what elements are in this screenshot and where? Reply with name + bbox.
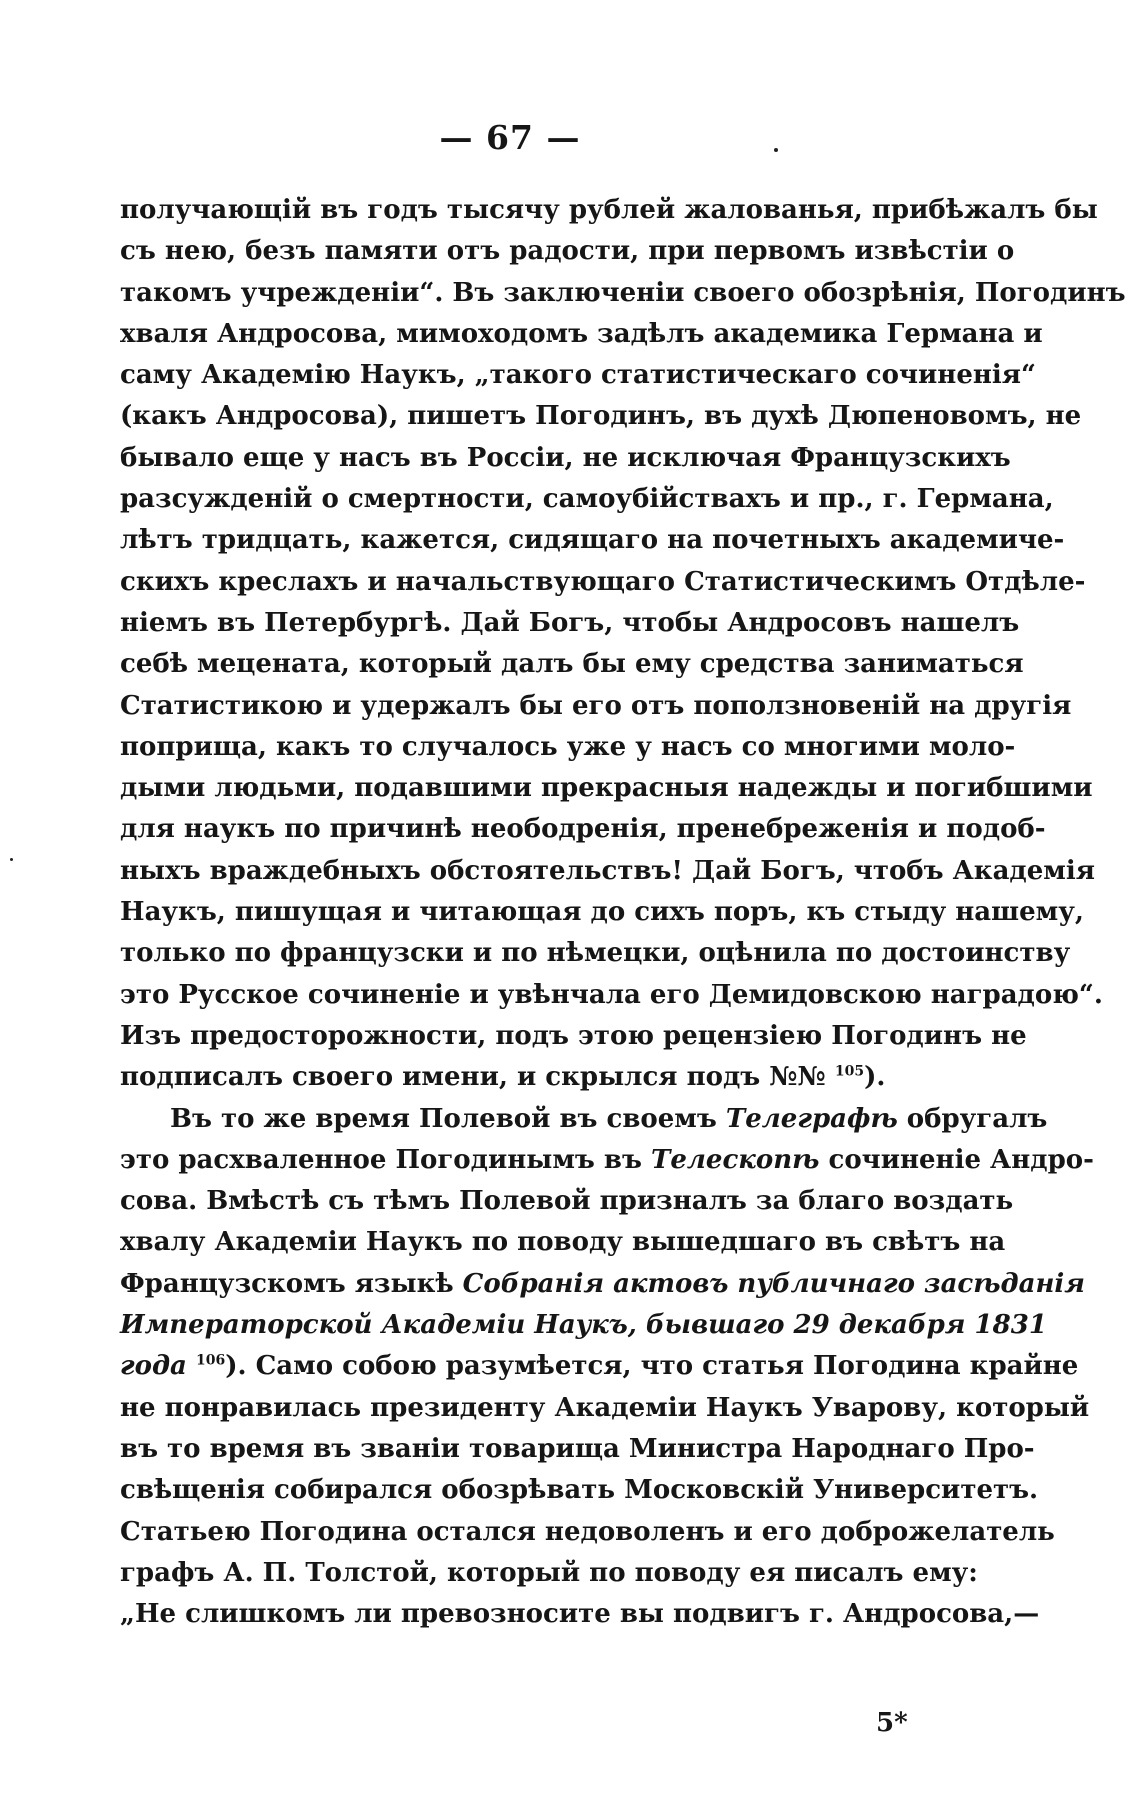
text-line: для наукъ по причинѣ неободренія, пренебреженія и подоб- [120,814,1046,845]
text-line [120,1264,1085,1305]
text-line-paragraph-start [120,1099,1048,1140]
speck-top [774,148,778,152]
italic-title: года [120,1351,187,1382]
italic-title: Императорской Академіи Наукъ, бывшаго 29 декабря 1831 [120,1310,1047,1341]
line-text: ). Само собою разумѣется, что статья Погодина крайне [225,1351,1079,1382]
body-text [120,190,1126,1635]
page-number: — 67 — [439,118,581,157]
text-line [120,1305,1047,1346]
text-line: хвалу Академіи Наукъ по поводу вышедшаго въ свѣтъ на [120,1227,1006,1258]
text-line: лѣтъ тридцать, кажется, сидящаго на почетныхъ академиче- [120,525,1065,556]
line-text: подписалъ своего имени, и скрылся подъ №№ [120,1062,826,1093]
text-line: скихъ креслахъ и начальствующаго Статистическимъ Отдѣле- [120,566,1086,597]
line-tail: ). [864,1062,886,1093]
text-line: поприща, какъ то случалось уже у насъ со многими моло- [120,731,1016,762]
text-line: только по французски и по нѣмецки, оцѣнила по достоинству [120,938,1071,969]
italic-title: Собранія актовъ публичнаго засѣданія [462,1268,1085,1299]
text-line: это Русское сочиненіе и увѣнчала его Демидовскою наградою“. [120,979,1103,1010]
text-line: такомъ учрежденіи“. Въ заключеніи своего обозрѣнія, Погодинъ [120,277,1126,308]
line-text: сочиненіе Андро- [819,1144,1094,1175]
footnote-ref-105: 105 [834,1063,865,1080]
text-line: себѣ мецената, который далъ бы ему средства заниматься [120,649,1024,680]
text-line: свѣщенія собирался обозрѣвать Московскій Университетъ. [120,1475,1039,1506]
text-line: Статьею Погодина остался недоволенъ и его доброжелатель [120,1516,1055,1547]
line-text: Въ то же время Полевой въ своемъ [170,1103,726,1134]
text-line: ніемъ въ Петербургѣ. Дай Богъ, чтобы Андросовъ нашелъ [120,607,1020,638]
text-line: разсужденій о смертности, самоубійствахъ и пр., г. Германа, [120,484,1054,515]
text-line: Статистикою и удержалъ бы его отъ поползновеній на другія [120,690,1072,721]
text-line: саму Академію Наукъ, „такого статистическаго сочиненія“ [120,360,1036,391]
speck-left [10,858,13,861]
text-line: ныхъ враждебныхъ обстоятельствъ! Дай Богъ, чтобъ Академія [120,855,1095,886]
line-text: это расхваленное Погодинымъ въ [120,1144,651,1175]
text-line: хваля Андросова, мимоходомъ задѣлъ академика Германа и [120,318,1043,349]
text-line: графъ А. П. Толстой, который по поводу ея писалъ ему: [120,1557,978,1588]
text-line: Изъ предосторожности, подъ этою рецензіею Погодинъ не [120,1020,1027,1051]
line-text: обругалъ [897,1103,1048,1134]
text-line: получающій въ годъ тысячу рублей жалованья, прибѣжалъ бы [120,195,1098,225]
text-line-footnote-106 [120,1346,1079,1387]
text-line: не понравилась президенту Академіи Наукъ Уварову, который [120,1392,1090,1423]
text-line: Наукъ, пишущая и читающая до сихъ поръ, къ стыду нашему, [120,897,1084,928]
line-text: Французскомъ языкѣ [120,1268,463,1299]
text-line: бывало еще у насъ въ Россіи, не исключая Французскихъ [120,442,1011,473]
text-line: дыми людьми, подавшими прекрасныя надежды и погибшими [120,773,1093,804]
footnote-ref-106: 106 [195,1352,226,1369]
text-line: „Не слишкомъ ли превозносите вы подвигъ г. Андросова,— [120,1599,1040,1630]
signature-mark: 5* [876,1708,908,1738]
text-line: (какъ Андросова), пишетъ Погодинъ, въ духѣ Дюпеновомъ, не [120,401,1082,432]
text-line: сова. Вмѣстѣ съ тѣмъ Полевой призналъ за благо воздать [120,1186,1014,1217]
text-line: съ нею, безъ памяти отъ радости, при первомъ извѣстіи о [120,236,1015,267]
italic-title: Телеграфѣ [725,1103,898,1134]
text-line [120,1140,1094,1181]
text-line: въ то время въ званіи товарища Министра Народнаго Про- [120,1433,1035,1464]
italic-title: Телескопѣ [651,1144,820,1175]
text-line-footnote-105 [120,1057,972,1098]
